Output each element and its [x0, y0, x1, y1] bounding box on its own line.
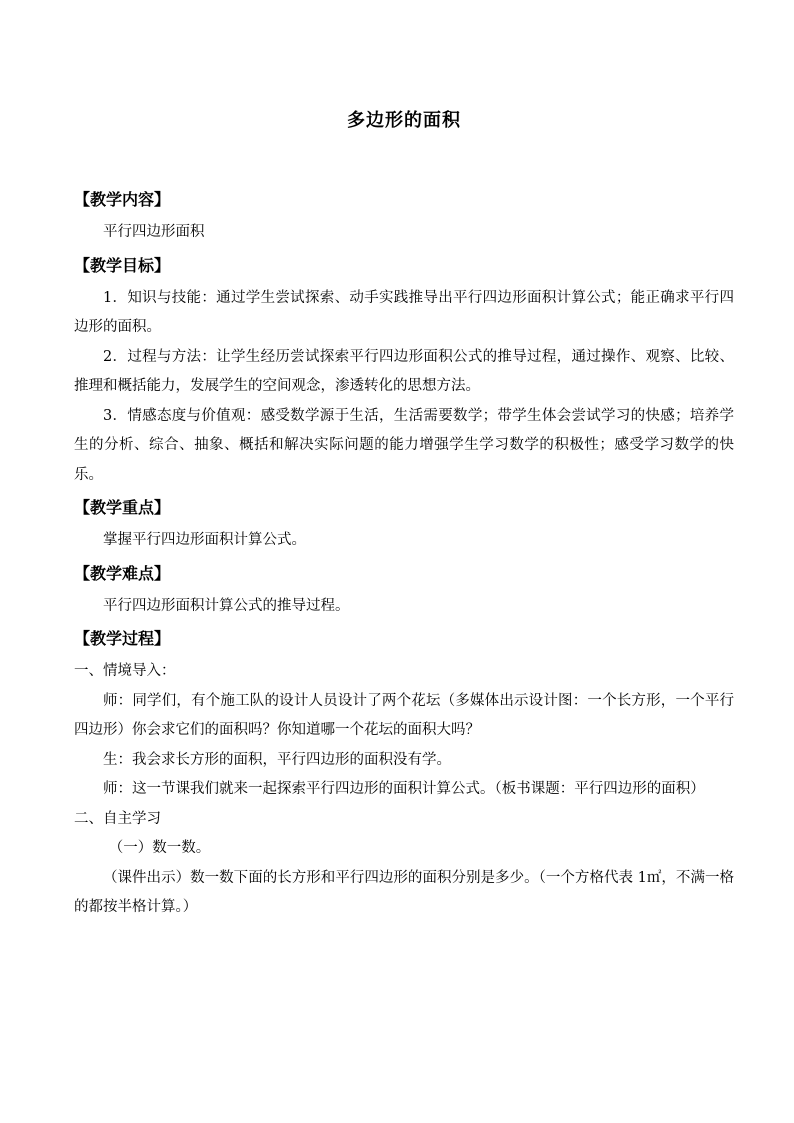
step-2: 二、自主学习: [74, 810, 161, 827]
goal-3: 3．情感态度与价值观：感受数学源于生活，生活需要数学；带学生体会尝试学习的快感；培养学生的分析、综合、抽象、概括和解决实际问题的能力增强学生学习数学的积极性；感受学习数学的快乐。: [74, 407, 734, 483]
dialog-1: 师：同学们，有个施工队的设计人员设计了两个花坛（多媒体出示设计图：一个长方形，一个平行四边形）你会求它们的面积吗？你知道哪一个花坛的面积大吗？: [74, 692, 734, 738]
key-heading: 【教学重点】: [74, 498, 171, 517]
key-text: 掌握平行四边形面积计算公式。: [103, 532, 306, 548]
document-title: 多边形的面积: [347, 110, 461, 131]
step-1: 一、情境导入：: [74, 663, 176, 679]
goal-2: 2．过程与方法：让学生经历尝试探索平行四边形面积公式的推导过程，通过操作、观察、比较、推理和概括能力，发展学生的空间观念，渗透转化的思想方法。: [74, 348, 734, 394]
dialog-2: 生：我会求长方形的面积，平行四边形的面积没有学。: [103, 751, 451, 768]
document-page: [74, 100, 734, 923]
title-spacer: [74, 136, 734, 182]
content-heading: 【教学内容】: [74, 190, 171, 209]
content-text: 平行四边形面积: [103, 224, 205, 240]
goal-1: 1．知识与技能：通过学生尝试探索、动手实践推导出平行四边形面积计算公式；能正确求平行四边形的面积。: [74, 289, 734, 335]
sub-1: （一）数一数。: [108, 840, 211, 856]
difficulty-heading: 【教学难点】: [74, 563, 171, 583]
process-heading: 【教学过程】: [74, 629, 171, 648]
sub-1-text: （课件出示）数一数下面的长方形和平行四边形的面积分别是多少。（一个方格代表 1㎡，不满一格的都按半格计算。）: [74, 869, 734, 915]
dialog-3: 师：这一节课我们就来一起探索平行四边形的面积计算公式。（板书课题：平行四边形的面积）: [103, 781, 705, 797]
goals-heading: 【教学目标】: [74, 255, 171, 275]
difficulty-text: 平行四边形面积计算公式的推导过程。: [103, 597, 350, 614]
